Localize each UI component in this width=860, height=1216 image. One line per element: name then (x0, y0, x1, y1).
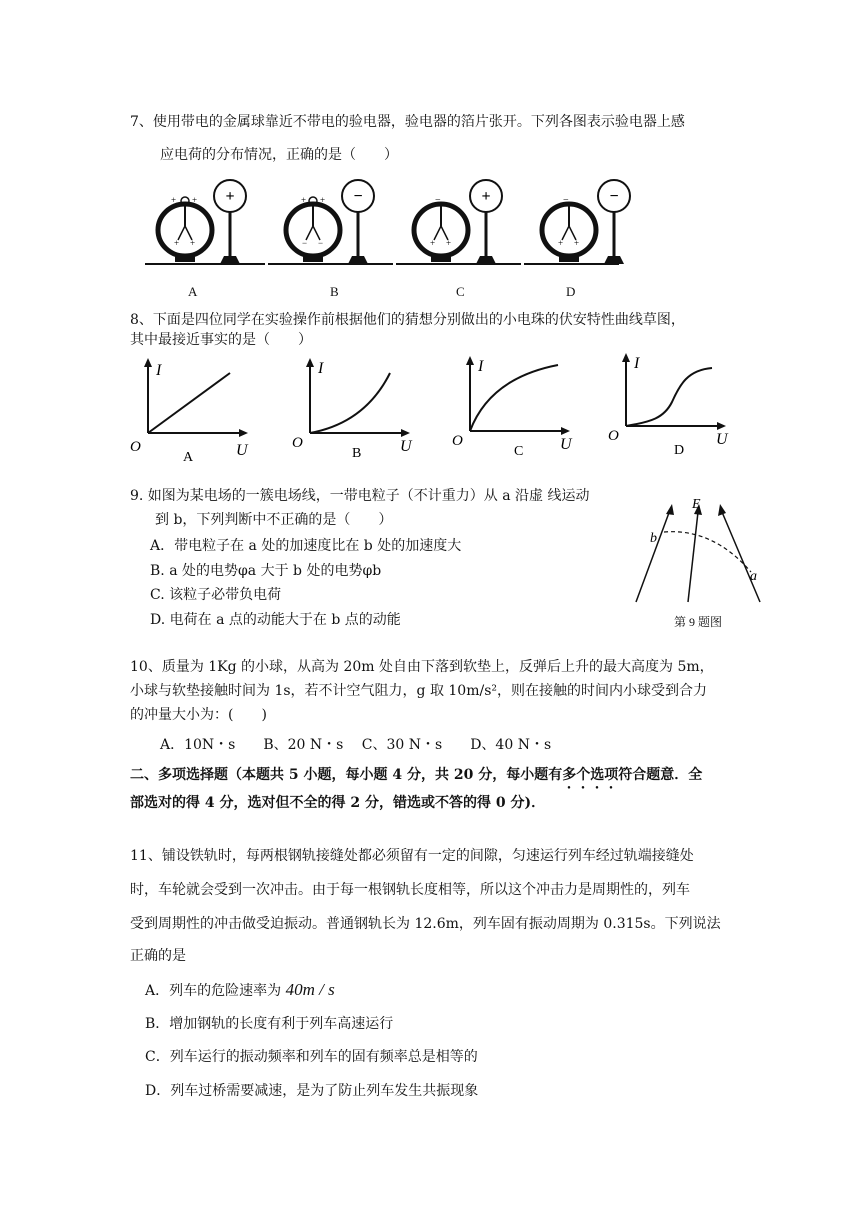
axis-y-label: I (478, 358, 484, 375)
svg-text:+: + (192, 195, 198, 205)
q10-stem-line3: 的冲量大小为：( ) (130, 707, 267, 723)
svg-text:+: + (574, 238, 580, 248)
ball-sign-a: + (225, 188, 235, 205)
q7-label-a: A (188, 284, 198, 299)
axis-y-label: I (634, 355, 640, 372)
graph-label-b: B (352, 446, 362, 461)
axis-x-label: U (560, 436, 572, 453)
label-e: E (692, 497, 701, 512)
q10-options: A．10N・s B、20 N・s C、30 N・s D、40 N・s (160, 737, 552, 753)
q11-option-d: D．列车过桥需要减速，是为了防止列车发生共振现象 (145, 1083, 479, 1099)
q11-option-c: C．列车运行的振动频率和列车的固有频率总是相等的 (145, 1049, 478, 1065)
q10-stem-line2: 小球与软垫接触时间为 1s，若不计空气阻力，g 取 10m/s²，则在接触的时间内小球受到合力 (130, 683, 708, 699)
q9-option-c: C. 该粒子必带负电荷 (150, 587, 282, 603)
q7-stem-line1: 7、使用带电的金属球靠近不带电的验电器，验电器的箔片张开。下列各图表示验电器上感 (130, 114, 685, 130)
ball-sign-b: − (353, 188, 363, 205)
section2-emphasis: 多个选项 (562, 767, 619, 783)
q9-field-line-figure (628, 490, 768, 610)
q7-label-c: C (456, 284, 465, 299)
q7-stem-line2: 应电荷的分布情况，正确的是（ ） (160, 147, 398, 163)
q11-option-a-value: 40m / s (285, 980, 335, 999)
q9-stem-line2: 到 b，下列判断中不正确的是（ ） (155, 512, 393, 528)
q8-graph-d (606, 350, 746, 460)
q8-graph-a (128, 355, 268, 465)
section2-post: 符合题意．全 (618, 767, 703, 783)
svg-text:+: + (301, 195, 307, 205)
q7-label-b: B (330, 284, 339, 299)
graph-label-c: C (514, 444, 524, 459)
section2-header-line1 (130, 765, 702, 792)
origin-label: O (130, 439, 141, 455)
electroscope-c (396, 180, 521, 264)
svg-text:+: + (446, 238, 452, 248)
electroscope-a (145, 180, 265, 264)
q10-stem-line1: 10、质量为 1Kg 的小球，从高为 20m 处自由下落到软垫上，反弹后上升的最大高度为 5m， (130, 659, 714, 675)
ball-sign-c: + (481, 188, 491, 205)
svg-text:+: + (558, 238, 564, 248)
q8-stem-line2: 其中最接近事实的是（ ） (130, 332, 312, 348)
electroscope-b (268, 180, 393, 264)
svg-text:+: + (320, 195, 326, 205)
svg-text:+: + (190, 238, 196, 248)
q11-stem-line2: 时，车轮就会受到一次冲击。由于每一根钢轨长度相等，所以这个冲击力是周期性的，列车 (130, 882, 690, 898)
svg-text:−: − (302, 238, 308, 248)
q11-stem-line1: 11、铺设铁轨时，每两根钢轨接缝处都必须留有一定的间隙，匀速运行列车经过轨端接缝处 (130, 848, 694, 864)
ball-sign-d: − (609, 188, 619, 205)
q9-stem-line1: 9. 如图为某电场的一簇电场线，一带电粒子（不计重力）从 a 沿虚 线运动 (130, 488, 590, 504)
q11-option-b: B．增加钢轨的长度有利于列车高速运行 (145, 1016, 394, 1032)
label-a: a (750, 569, 757, 584)
svg-text:−: − (563, 195, 569, 206)
q11-option-a-text: A．列车的危险速率为 (145, 983, 286, 999)
svg-text:+: + (430, 238, 436, 248)
svg-text:−: − (318, 238, 324, 248)
q11-option-a (145, 980, 335, 1001)
axis-x-label: U (716, 431, 728, 448)
axis-x-label: U (400, 438, 412, 455)
q8-graph-b (290, 355, 430, 465)
electroscope-d (524, 180, 630, 264)
svg-text:−: − (435, 195, 441, 206)
q9-figure-caption: 第 9 题图 (674, 615, 723, 629)
svg-text:+: + (174, 238, 180, 248)
origin-label: O (452, 433, 463, 449)
axis-x-label: U (236, 442, 248, 459)
section2-pre: 二、多项选择题（本题共 5 小题，每小题 4 分，共 20 分，每小题有 (130, 767, 563, 783)
origin-label: O (608, 428, 619, 444)
graph-label-a: A (183, 450, 194, 465)
q8-graph-c (450, 353, 590, 463)
axis-y-label: I (156, 362, 162, 379)
axis-y-label: I (318, 360, 324, 377)
graph-label-d: D (674, 443, 685, 458)
q9-option-d: D. 电荷在 a 点的动能大于在 b 点的动能 (150, 612, 401, 628)
origin-label: O (292, 435, 303, 451)
label-b: b (650, 531, 657, 546)
q7-label-d: D (566, 284, 576, 299)
q9-option-a: A．带电粒子在 a 处的加速度比在 b 处的加速度大 (150, 538, 462, 554)
q11-stem-line4: 正确的是 (130, 948, 186, 964)
svg-text:+: + (171, 195, 177, 205)
q7-electroscope-figures (140, 178, 740, 278)
q9-option-b: B. a 处的电势φa 大于 b 处的电势φb (150, 563, 382, 579)
q8-stem-line1: 8、下面是四位同学在实验操作前根据他们的猜想分别做出的小电珠的伏安特性曲线草图， (130, 312, 685, 328)
q11-stem-line3: 受到周期性的冲击做受迫振动。普通钢轨长为 12.6m，列车固有振动周期为 0.315s。下列说法 (130, 916, 721, 932)
section2-header-line2: 部选对的得 4 分，选对但不全的得 2 分，错选或不答的得 0 分)． (130, 795, 546, 811)
